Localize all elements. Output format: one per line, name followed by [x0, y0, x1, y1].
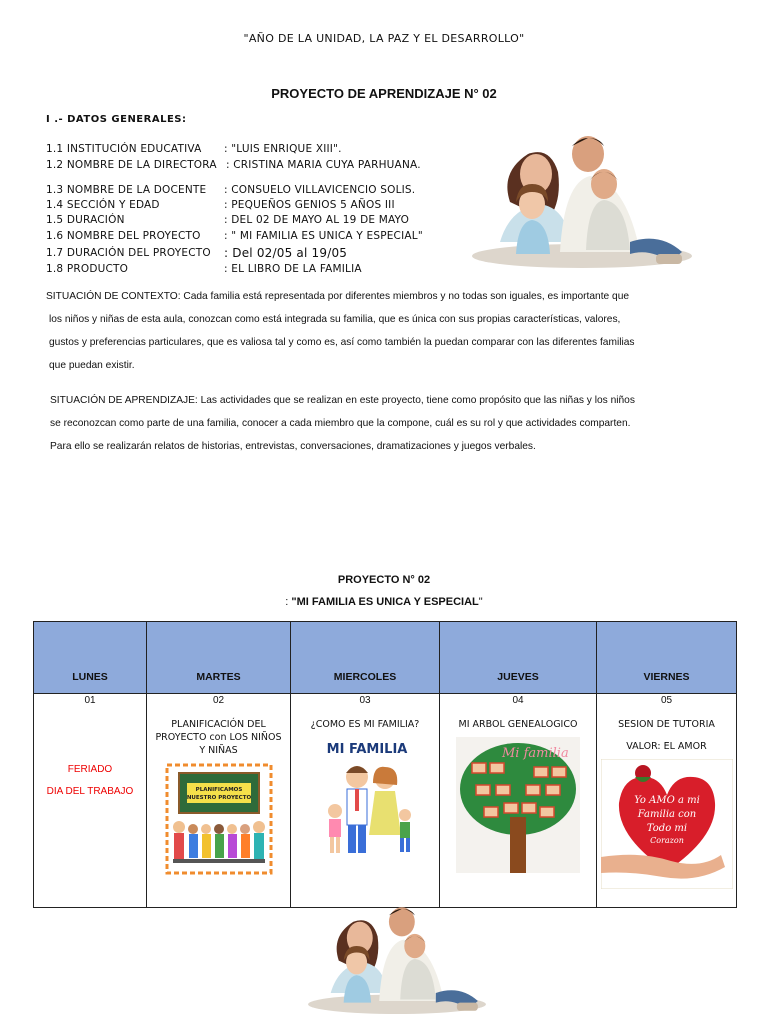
cell-viernes — [597, 694, 737, 908]
family-cartoon-illustration — [309, 737, 421, 865]
activity-value-text: VALOR: EL AMOR — [626, 741, 707, 752]
data-row-institucion — [46, 143, 342, 155]
planning-image-text: PLANIFICAMOS — [195, 787, 242, 793]
heart-image-text: Corazon — [649, 836, 684, 845]
data-value: : CRISTINA MARIA CUYA PARHUANA. — [226, 159, 421, 171]
paragraph-line: Para ello se realizarán relatos de historias, entrevistas, conversaciones, dramatizaciones y juegos verbales. — [50, 441, 536, 452]
cell-jueves — [440, 694, 597, 908]
day-number: 05 — [660, 695, 673, 706]
data-row-nombre-proyecto — [46, 230, 423, 242]
paragraph-line: los niños y niñas de esta aula, conozcan como está integrada su familia, que es única con sus propias características, valores, — [49, 314, 621, 325]
situacion-contexto — [46, 285, 696, 377]
paragraph-line: que puedan existir. — [49, 360, 135, 371]
data-value: : Del 02/05 al 19/05 — [224, 246, 348, 260]
situacion-aprendizaje — [50, 389, 700, 458]
data-label: 1.2 NOMBRE DE LA DIRECTORA — [46, 159, 217, 171]
table-header-row — [34, 622, 737, 694]
planning-illustration — [165, 763, 273, 875]
day-number: 03 — [359, 695, 371, 706]
day-number: 01 — [84, 695, 96, 706]
family-tree-illustration — [456, 737, 580, 873]
project-name-text: "MI FAMILIA ES UNICA Y ESPECIAL — [291, 596, 479, 608]
project-name — [0, 596, 768, 608]
family-photo — [470, 132, 694, 268]
cartoon-image-title: MI FAMILIA — [326, 742, 408, 757]
data-value: : CONSUELO VILLAVICENCIO SOLIS. — [224, 184, 416, 196]
family-photo-footer — [278, 904, 516, 1014]
data-value: : PEQUEÑOS GENIOS 5 AÑOS III — [224, 199, 395, 211]
feriado-reason: DIA DEL TRABAJO — [46, 786, 134, 797]
day-header-jueves: JUEVES — [440, 622, 597, 694]
data-row-duracion — [46, 214, 410, 226]
paragraph-line: SITUACIÓN DE CONTEXTO: Cada familia está representada por diferentes miembros y no todas son iguales, es importante que — [46, 291, 630, 302]
cell-miercoles — [291, 694, 440, 908]
project-number: PROYECTO N° 02 — [337, 574, 431, 586]
data-value: : DEL 02 DE MAYO AL 19 DE MAYO — [224, 214, 410, 226]
document-title: PROYECTO DE APRENDIZAJE N° 02 — [271, 86, 497, 101]
project-name-prefix: : — [285, 596, 292, 608]
heart-image-text: Yo AMO a mi — [633, 795, 700, 806]
data-row-seccion — [46, 199, 395, 211]
heart-love-illustration — [601, 759, 733, 889]
activity-text: SESION DE TUTORIA — [618, 719, 715, 730]
planning-image-text: NUESTRO PROYECTO — [186, 795, 251, 801]
paragraph-line: gustos y preferencias particulares, que es valiosa tal y como es, así como también la puedan comparar con las diferentes familias — [49, 337, 635, 348]
section-heading: I .- DATOS GENERALES: — [46, 114, 187, 125]
data-row-producto — [46, 263, 362, 275]
project-name-suffix: " — [478, 596, 483, 608]
heart-image-text: Todo mi — [646, 823, 687, 834]
data-value: : "LUIS ENRIQUE XIII". — [224, 143, 342, 155]
data-value: : EL LIBRO DE LA FAMILIA — [224, 263, 362, 275]
data-row-docente — [46, 184, 416, 196]
activity-text: MI ARBOL GENEALOGICO — [458, 719, 578, 730]
data-label: 1.6 NOMBRE DEL PROYECTO — [46, 230, 201, 242]
day-header-miercoles: MIERCOLES — [291, 622, 440, 694]
day-number: 04 — [512, 695, 524, 706]
data-label: 1.8 PRODUCTO — [46, 263, 129, 275]
data-row-directora — [46, 159, 421, 171]
data-label: 1.7 DURACIÓN DEL PROYECTO — [46, 247, 211, 259]
day-header-martes: MARTES — [147, 622, 291, 694]
paragraph-line: se reconozcan como parte de una familia, conocer a cada miembro que la compone, cuál es su rol y que actividades comparten. — [50, 418, 631, 429]
activity-text: PLANIFICACIÓN DEL PROYECTO con LOS NIÑOS Y NIÑAS — [155, 719, 282, 756]
data-label: 1.4 SECCIÓN Y EDAD — [46, 199, 160, 211]
cell-martes — [147, 694, 291, 908]
header-motto: "AÑO DE LA UNIDAD, LA PAZ Y EL DESARROLLO" — [243, 32, 525, 45]
day-number: 02 — [212, 695, 225, 706]
cell-lunes — [34, 694, 147, 908]
tree-image-title: Mi familia — [502, 746, 569, 761]
heart-image-text: Familia con — [637, 809, 696, 820]
weekly-schedule-table — [33, 621, 737, 908]
activity-text: ¿COMO ES MI FAMILIA? — [310, 719, 420, 730]
data-label: 1.1 INSTITUCIÓN EDUCATIVA — [46, 143, 202, 155]
feriado-label: FERIADO — [67, 764, 113, 775]
data-label: 1.5 DURACIÓN — [46, 214, 125, 226]
paragraph-line: SITUACIÓN DE APRENDIZAJE: Las actividades que se realizan en este proyecto, tiene como propósito que las niñas y los niños — [50, 395, 635, 406]
data-label: 1.3 NOMBRE DE LA DOCENTE — [46, 184, 207, 196]
day-header-viernes: VIERNES — [597, 622, 737, 694]
table-row — [34, 694, 737, 908]
data-row-duracion-proyecto — [46, 246, 348, 260]
data-value: : " MI FAMILIA ES UNICA Y ESPECIAL" — [224, 230, 423, 242]
day-header-lunes: LUNES — [34, 622, 147, 694]
